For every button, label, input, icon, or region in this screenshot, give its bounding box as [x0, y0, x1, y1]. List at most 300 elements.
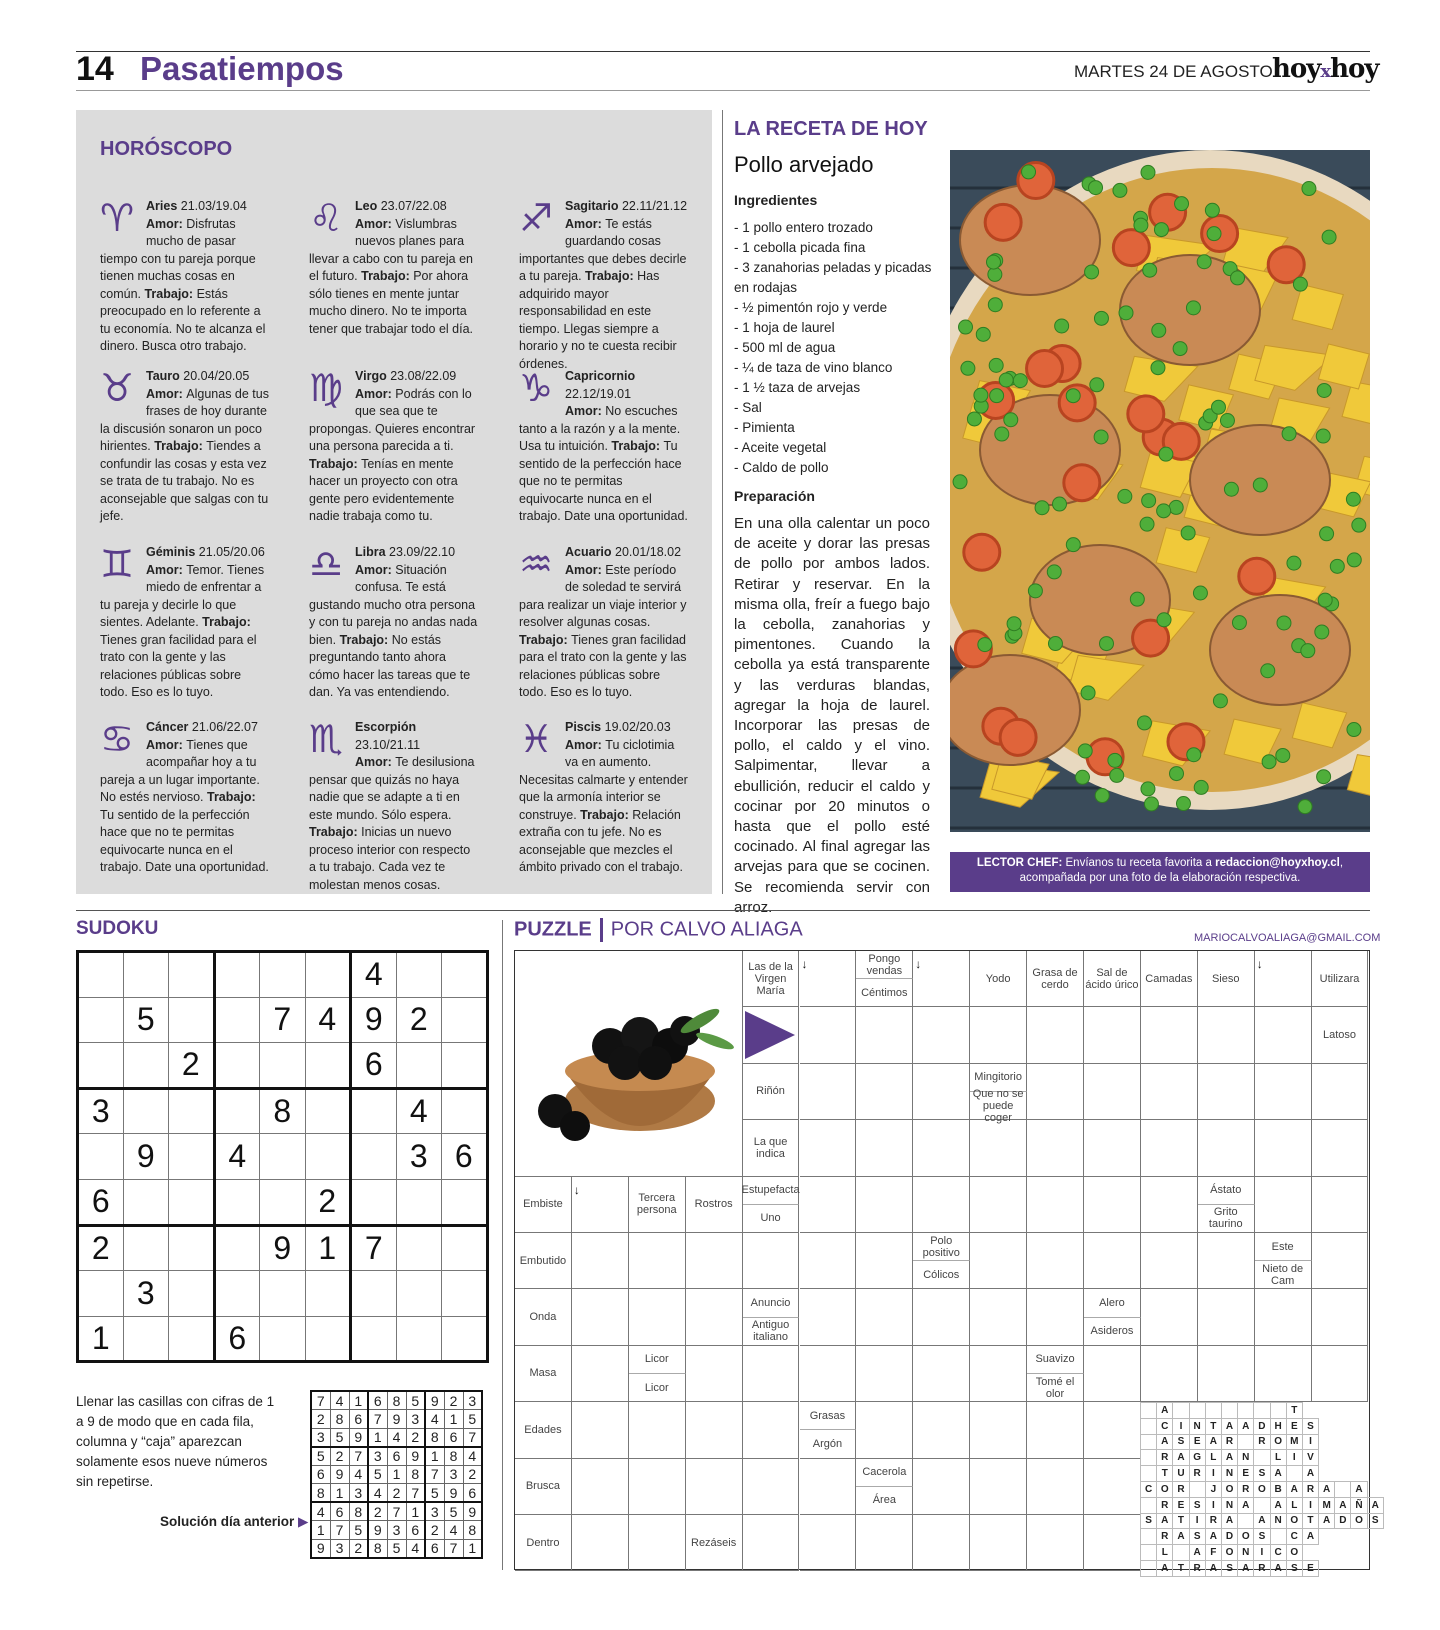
- crossword-cell[interactable]: [686, 1402, 743, 1458]
- sudoku-cell: 7: [260, 997, 306, 1043]
- crossword-cell[interactable]: [800, 1459, 857, 1515]
- crossword-cell[interactable]: [856, 1289, 913, 1345]
- crossword-cell[interactable]: [1084, 1064, 1141, 1120]
- sudoku-cell[interactable]: [442, 1271, 488, 1317]
- crossword-cell[interactable]: [970, 1402, 1027, 1458]
- crossword-cell[interactable]: [800, 1177, 857, 1233]
- answer-cell: A: [1173, 1529, 1189, 1545]
- answer-row: [1141, 1450, 1384, 1466]
- sudoku-cell[interactable]: [169, 1134, 215, 1180]
- crossword-cell[interactable]: [970, 1233, 1027, 1289]
- work-text: Estás preocupado en lo referente a tu economía. No te alcanza el dinero. Busca otro trabajo.: [100, 286, 266, 353]
- crossword-cell[interactable]: [970, 1515, 1027, 1571]
- solution-cell: 8: [463, 1521, 482, 1540]
- sign-tauro: [100, 368, 270, 526]
- answer-cell: N: [1238, 1545, 1254, 1561]
- crossword-cell[interactable]: [1084, 1177, 1141, 1233]
- crossword-cell[interactable]: [1312, 1289, 1369, 1345]
- solution-cell: 2: [444, 1391, 463, 1410]
- answer-cell: [1141, 1450, 1157, 1466]
- crossword-cell[interactable]: [1084, 1346, 1141, 1402]
- crossword-cell[interactable]: [1027, 1120, 1084, 1176]
- sudoku-cell[interactable]: [305, 1088, 351, 1134]
- crossword-cell[interactable]: [1084, 1402, 1141, 1458]
- crossword-cell[interactable]: [1198, 1064, 1255, 1120]
- crossword-clue: Edades: [515, 1402, 572, 1458]
- crossword-cell[interactable]: [743, 1515, 800, 1571]
- answer-cell: A: [1367, 1497, 1383, 1513]
- answer-cell: O: [1157, 1481, 1173, 1497]
- crossword-cell[interactable]: [913, 951, 970, 1007]
- crossword-clue: Uno: [743, 1205, 800, 1233]
- sudoku-cell[interactable]: [123, 1316, 169, 1362]
- sudoku-cell[interactable]: [305, 1271, 351, 1317]
- solution-cell: 8: [368, 1539, 387, 1558]
- sudoku-cell[interactable]: [351, 1088, 397, 1134]
- crossword-cell[interactable]: [913, 1346, 970, 1402]
- sudoku-cell[interactable]: [442, 1179, 488, 1225]
- sudoku-cell[interactable]: [169, 1225, 215, 1271]
- answer-cell: [1335, 1403, 1351, 1419]
- crossword-cell[interactable]: [1198, 1346, 1255, 1402]
- crossword-cell[interactable]: [1255, 1177, 1312, 1233]
- crossword-cell[interactable]: [1255, 1289, 1312, 1345]
- crossword-cell[interactable]: [1255, 1007, 1312, 1063]
- answer-cell: A: [1270, 1497, 1286, 1513]
- answer-cell: [1173, 1403, 1189, 1419]
- solution-cell: 2: [425, 1521, 444, 1540]
- sign-dates: 20.04/20.05: [179, 369, 250, 383]
- crossword-cell[interactable]: [970, 1289, 1027, 1345]
- crossword-cell[interactable]: [913, 1064, 970, 1120]
- ingredient-item: - Sal: [734, 400, 762, 415]
- crossword-cell[interactable]: [1027, 1233, 1084, 1289]
- answer-cell: N: [1221, 1466, 1237, 1482]
- crossword-cell[interactable]: [913, 1515, 970, 1571]
- answer-cell: [1205, 1403, 1221, 1419]
- crossword-cell[interactable]: [970, 1007, 1027, 1063]
- crossword-cell[interactable]: [1312, 1233, 1369, 1289]
- crossword-cell[interactable]: [572, 1177, 629, 1233]
- crossword-clue: Asideros: [1084, 1318, 1141, 1346]
- section-title: Pasatiempos: [140, 50, 344, 87]
- solution-cell: 8: [444, 1447, 463, 1466]
- sudoku-cell[interactable]: [169, 952, 215, 998]
- crossword-cell[interactable]: [1198, 1007, 1255, 1063]
- crossword-cell[interactable]: [970, 1459, 1027, 1515]
- sudoku-cell[interactable]: [123, 952, 169, 998]
- crossword-cell[interactable]: [856, 1064, 913, 1120]
- sudoku-cell[interactable]: [169, 997, 215, 1043]
- crossword-cell[interactable]: [800, 1515, 857, 1571]
- sudoku-cell[interactable]: [78, 997, 124, 1043]
- recipe-photo: [950, 150, 1370, 832]
- work-text: Inicias un nuevo proceso interior con respecto a tu trabajo. Cada vez te molestan menos cosas.: [309, 825, 471, 892]
- olive-bowl-illustration: [515, 951, 743, 1177]
- crossword-cell[interactable]: [743, 1346, 800, 1402]
- crossword-cell[interactable]: [1141, 1346, 1198, 1402]
- solution-cell: 3: [463, 1391, 482, 1410]
- answer-cell: R: [1157, 1450, 1173, 1466]
- sudoku-cell[interactable]: [169, 1088, 215, 1134]
- sudoku-cell[interactable]: [396, 952, 442, 998]
- sudoku-cell[interactable]: [351, 1316, 397, 1362]
- crossword-cell[interactable]: [970, 1346, 1027, 1402]
- work-text: Tienes gran facilidad para el trato con la gente y las relaciones públicas sobre todo. Eso es lo tuyo.: [519, 632, 687, 699]
- sign-name: Escorpión: [355, 720, 417, 734]
- zodiac-escorpión-icon: ♏: [309, 717, 344, 761]
- work-text: Tenías en mente hacer un proyecto con otra gente pero evidentemente nadie trabaja como tu.: [309, 456, 458, 523]
- sign-libra: [309, 544, 479, 702]
- solution-cell: 2: [349, 1539, 368, 1558]
- answer-cell: O: [1221, 1545, 1237, 1561]
- answer-cell: I: [1205, 1466, 1221, 1482]
- answer-cell: [1319, 1529, 1335, 1545]
- answer-cell: S: [1189, 1497, 1205, 1513]
- sudoku-cell[interactable]: [78, 1271, 124, 1317]
- crossword-cell[interactable]: [1255, 1346, 1312, 1402]
- solution-cell: 2: [463, 1465, 482, 1484]
- crossword-cell[interactable]: [1141, 1177, 1198, 1233]
- crossword-cell[interactable]: [572, 1346, 629, 1402]
- love-label: Amor:: [146, 386, 187, 401]
- sudoku-cell[interactable]: [78, 1134, 124, 1180]
- solution-cell: 6: [463, 1484, 482, 1503]
- sign-name: Sagitario: [565, 199, 619, 213]
- sudoku-cell[interactable]: [214, 1088, 260, 1134]
- sudoku-cell[interactable]: [442, 997, 488, 1043]
- arrow-right-icon: ▶: [298, 1514, 309, 1529]
- crossword-cell[interactable]: [913, 1120, 970, 1176]
- sudoku-cell[interactable]: [442, 1225, 488, 1271]
- answer-cell: [1335, 1545, 1351, 1561]
- sudoku-row: [78, 1271, 488, 1317]
- solution-row: [311, 1539, 482, 1558]
- sudoku-cell[interactable]: [214, 952, 260, 998]
- sudoku-grid: [76, 950, 489, 1363]
- crossword-clue: Onda: [515, 1289, 572, 1345]
- crossword-clue: Argón: [800, 1430, 857, 1458]
- sudoku-cell[interactable]: [78, 952, 124, 998]
- sudoku-cell: 6: [442, 1134, 488, 1180]
- crossword-cell[interactable]: [686, 1233, 743, 1289]
- crossword-cell[interactable]: [800, 1120, 857, 1176]
- sudoku-cell[interactable]: [123, 1225, 169, 1271]
- crossword-cell[interactable]: [1084, 1007, 1141, 1063]
- crossword-cell[interactable]: [1198, 1120, 1255, 1176]
- sudoku-cell[interactable]: [396, 1179, 442, 1225]
- answer-cell: E: [1286, 1418, 1302, 1434]
- answer-cell: S: [1189, 1529, 1205, 1545]
- ingredient-item: - 1 hoja de laurel: [734, 320, 835, 335]
- sudoku-cell[interactable]: [260, 1043, 306, 1089]
- crossword-cell[interactable]: [913, 1177, 970, 1233]
- solution-cell: 6: [349, 1410, 368, 1429]
- crossword-cell[interactable]: [800, 1233, 857, 1289]
- answer-cell: [1351, 1434, 1367, 1450]
- love-text: Vislumbras nuevos planes para llevar a cabo con tu pareja en el futuro.: [309, 216, 473, 283]
- answer-cell: [1319, 1545, 1335, 1561]
- crossword-cell[interactable]: [1027, 1289, 1084, 1345]
- answer-row: [1141, 1497, 1384, 1513]
- answer-cell: [1173, 1545, 1189, 1561]
- solution-cell: 2: [406, 1428, 425, 1447]
- sudoku-cell[interactable]: [169, 1316, 215, 1362]
- sudoku-cell[interactable]: [351, 1271, 397, 1317]
- crossword-cell[interactable]: [629, 1289, 686, 1345]
- sudoku-cell[interactable]: [123, 1088, 169, 1134]
- crossword-cell[interactable]: [913, 1289, 970, 1345]
- sudoku-row: [78, 997, 488, 1043]
- sudoku-cell: 2: [169, 1043, 215, 1089]
- answer-cell: [1319, 1403, 1335, 1419]
- crossword-cell[interactable]: [1027, 1177, 1084, 1233]
- answer-cell: S: [1221, 1560, 1237, 1576]
- crossword-cell[interactable]: [856, 1515, 913, 1571]
- crossword-clue: Céntimos: [856, 979, 913, 1007]
- crossword-cell[interactable]: [1027, 1007, 1084, 1063]
- crossword-cell[interactable]: [572, 1289, 629, 1345]
- sudoku-row: [78, 1043, 488, 1089]
- solution-cell: 7: [330, 1521, 349, 1540]
- sudoku-cell[interactable]: [260, 952, 306, 998]
- crossword-cell[interactable]: [686, 1459, 743, 1515]
- crossword-cell[interactable]: [1312, 1346, 1369, 1402]
- sudoku-cell[interactable]: [260, 1179, 306, 1225]
- arrow-down-icon: ↓: [801, 957, 808, 971]
- previous-answers: [1140, 1402, 1384, 1577]
- crossword-cell[interactable]: [629, 1402, 686, 1458]
- crossword-cell[interactable]: [686, 1346, 743, 1402]
- sudoku-cell[interactable]: [351, 1179, 397, 1225]
- crossword-cell[interactable]: [913, 1459, 970, 1515]
- answer-cell: A: [1205, 1434, 1221, 1450]
- ingredient-item: - Caldo de pollo: [734, 460, 829, 475]
- crossword-cell[interactable]: [1084, 1233, 1141, 1289]
- sudoku-cell[interactable]: [396, 1225, 442, 1271]
- crossword-cell[interactable]: [1084, 1459, 1141, 1515]
- crossword-cell[interactable]: [1141, 1064, 1198, 1120]
- crossword-clue: Nieto de Cam: [1255, 1261, 1312, 1289]
- crossword-cell[interactable]: [800, 1064, 857, 1120]
- sudoku-cell[interactable]: [214, 1179, 260, 1225]
- answer-cell: M: [1286, 1434, 1302, 1450]
- sudoku-cell: 2: [305, 1179, 351, 1225]
- answer-cell: U: [1173, 1466, 1189, 1482]
- crossword-clue: Este: [1255, 1233, 1312, 1261]
- sudoku-cell[interactable]: [305, 952, 351, 998]
- sudoku-cell[interactable]: [351, 1134, 397, 1180]
- crossword-cell[interactable]: [913, 1402, 970, 1458]
- crossword-cell[interactable]: [1312, 1064, 1369, 1120]
- answer-cell: R: [1254, 1434, 1270, 1450]
- answer-cell: V: [1302, 1450, 1318, 1466]
- crossword-cell[interactable]: [913, 1007, 970, 1063]
- crossword-cell[interactable]: [800, 1289, 857, 1345]
- sudoku-cell[interactable]: [305, 1043, 351, 1089]
- sudoku-cell[interactable]: [305, 1316, 351, 1362]
- crossword-cell[interactable]: [572, 1402, 629, 1458]
- crossword-cell[interactable]: [1084, 1120, 1141, 1176]
- work-text: Relación extraña con tu jefe. No es aconsejable que mezcles el ámbito privado con el trabajo.: [519, 807, 683, 874]
- crossword-cell[interactable]: [1141, 1120, 1198, 1176]
- crossword-cell[interactable]: [800, 951, 857, 1007]
- sudoku-cell[interactable]: [214, 1225, 260, 1271]
- zodiac-tauro-icon: ♉: [100, 366, 135, 410]
- crossword-clue: Brusca: [515, 1459, 572, 1515]
- sudoku-cell[interactable]: [214, 997, 260, 1043]
- crossword-cell[interactable]: [800, 1007, 857, 1063]
- ingredient-item: - 500 ml de agua: [734, 340, 836, 355]
- answer-cell: R: [1254, 1560, 1270, 1576]
- sudoku-cell[interactable]: [123, 1179, 169, 1225]
- answer-cell: [1367, 1418, 1383, 1434]
- sudoku-cell[interactable]: [396, 1316, 442, 1362]
- sudoku-cell[interactable]: [260, 1134, 306, 1180]
- answer-cell: A: [1221, 1418, 1237, 1434]
- crossword-cell[interactable]: [1027, 1515, 1084, 1571]
- sudoku-cell[interactable]: [305, 1134, 351, 1180]
- crossword-clue: Que no se puede coger: [970, 1092, 1027, 1120]
- crossword-cell[interactable]: [1312, 1177, 1369, 1233]
- crossword-cell[interactable]: [686, 1289, 743, 1345]
- solution-cell: 5: [444, 1502, 463, 1521]
- crossword-cell[interactable]: [856, 1007, 913, 1063]
- sudoku-cell[interactable]: [396, 1271, 442, 1317]
- solution-cell: 8: [311, 1484, 330, 1503]
- sudoku-cell[interactable]: [260, 1271, 306, 1317]
- puzzle-email: MARIOCALVOALIAGA@GMAIL.COM: [1194, 932, 1381, 944]
- sudoku-cell[interactable]: [442, 1043, 488, 1089]
- answer-cell: N: [1238, 1450, 1254, 1466]
- crossword-cell[interactable]: [572, 1515, 629, 1571]
- answer-cell: [1367, 1481, 1383, 1497]
- sudoku-cell: 6: [78, 1179, 124, 1225]
- ingredients-list: [734, 218, 934, 478]
- sudoku-cell[interactable]: [442, 1316, 488, 1362]
- sudoku-cell[interactable]: [169, 1271, 215, 1317]
- sign-name: Acuario: [565, 545, 612, 559]
- crossword-cell[interactable]: [743, 1233, 800, 1289]
- crossword-cell[interactable]: [1141, 1233, 1198, 1289]
- solution-cell: 3: [406, 1410, 425, 1429]
- crossword-cell[interactable]: [1198, 1289, 1255, 1345]
- crossword-cell[interactable]: [1084, 1515, 1141, 1571]
- sign-capricornio: [519, 368, 689, 526]
- answer-cell: S: [1286, 1560, 1302, 1576]
- crossword-cell[interactable]: [1255, 1064, 1312, 1120]
- sudoku-cell[interactable]: [442, 952, 488, 998]
- answer-cell: [1141, 1418, 1157, 1434]
- love-text: Te estás guardando cosas importantes que debes decirle a tu pareja.: [519, 216, 687, 283]
- answer-cell: R: [1221, 1434, 1237, 1450]
- crossword-cell[interactable]: [629, 1459, 686, 1515]
- work-text: Tiendes a confundir las cosas y esta vez se trata de tu trabajo. No es aconsejable que salgas con tu jefe.: [100, 439, 269, 523]
- crossword-cell[interactable]: [572, 1459, 629, 1515]
- crossword-cell[interactable]: [1027, 1064, 1084, 1120]
- crossword-cell[interactable]: [970, 1177, 1027, 1233]
- sudoku-cell[interactable]: [396, 1043, 442, 1089]
- sudoku-cell: 4: [214, 1134, 260, 1180]
- crossword-clue: Las de la Virgen María: [743, 951, 800, 1007]
- sign-name: Tauro: [146, 369, 180, 383]
- sudoku-cell[interactable]: [260, 1316, 306, 1362]
- crossword-cell[interactable]: [743, 1402, 800, 1458]
- crossword-cell[interactable]: [572, 1233, 629, 1289]
- crossword-cell[interactable]: [1312, 1120, 1369, 1176]
- solution-cell: 6: [311, 1465, 330, 1484]
- sudoku-cell[interactable]: [442, 1088, 488, 1134]
- work-text: Tienes gran facilidad para el trato con la gente y las relaciones públicas sobre todo. Eso es lo tuyo.: [100, 632, 257, 699]
- crossword-cell[interactable]: [800, 1346, 857, 1402]
- solution-cell: 5: [349, 1521, 368, 1540]
- ingredients-heading: Ingredientes: [734, 192, 818, 208]
- caption-email[interactable]: redaccion@hoyxhoy.cl: [1215, 857, 1340, 869]
- solution-cell: 4: [425, 1410, 444, 1429]
- solution-cell: 2: [387, 1484, 406, 1503]
- answer-cell: [1335, 1466, 1351, 1482]
- crossword-clue: Licor: [629, 1374, 686, 1402]
- answer-cell: N: [1189, 1418, 1205, 1434]
- solution-cell: 3: [387, 1521, 406, 1540]
- answer-row: [1141, 1529, 1384, 1545]
- sign-dates: 22.11/21.12: [618, 199, 688, 213]
- sudoku-cell[interactable]: [169, 1179, 215, 1225]
- sudoku-cell[interactable]: [214, 1271, 260, 1317]
- crossword-clue: Grasa de cerdo: [1027, 951, 1084, 1007]
- answer-cell: O: [1221, 1481, 1237, 1497]
- crossword-cell[interactable]: [856, 1402, 913, 1458]
- crossword-cell[interactable]: [743, 1459, 800, 1515]
- answer-cell: [1351, 1403, 1367, 1419]
- answer-cell: A: [1351, 1481, 1367, 1497]
- sudoku-cell: 9: [123, 1134, 169, 1180]
- zodiac-piscis-icon: ♓: [519, 717, 554, 761]
- preparation-heading: Preparación: [734, 488, 815, 504]
- crossword-clue: Riñón: [743, 1064, 800, 1120]
- answer-cell: Ñ: [1351, 1497, 1367, 1513]
- love-text: Te desilusiona pensar que quizás no haya nadie que se adapte a ti en este mundo. Sólo espera.: [309, 755, 475, 822]
- zodiac-virgo-icon: ♍: [309, 366, 344, 410]
- answer-cell: [1141, 1529, 1157, 1545]
- crossword-cell[interactable]: [970, 1120, 1027, 1176]
- crossword-cell[interactable]: [856, 1177, 913, 1233]
- sign-dates: 20.01/18.02: [611, 545, 682, 559]
- crossword-cell[interactable]: [1141, 1007, 1198, 1063]
- sign-dates: 21.03/19.04: [177, 199, 247, 213]
- solution-cell: 1: [330, 1484, 349, 1503]
- sudoku-row: [78, 1225, 488, 1271]
- crossword-cell[interactable]: [1141, 1289, 1198, 1345]
- crossword-cell[interactable]: [856, 1233, 913, 1289]
- crossword-cell[interactable]: [1198, 1233, 1255, 1289]
- crossword-cell[interactable]: [1255, 1120, 1312, 1176]
- sudoku-cell[interactable]: [214, 1043, 260, 1089]
- sudoku-cell[interactable]: [78, 1043, 124, 1089]
- solution-cell: 7: [311, 1391, 330, 1410]
- sudoku-cell[interactable]: [123, 1043, 169, 1089]
- crossword-cell[interactable]: [856, 1346, 913, 1402]
- crossword-cell[interactable]: [629, 1233, 686, 1289]
- crossword-cell[interactable]: [1027, 1459, 1084, 1515]
- crossword-cell[interactable]: [1027, 1402, 1084, 1458]
- answer-cell: C: [1157, 1418, 1173, 1434]
- crossword-cell[interactable]: [629, 1515, 686, 1571]
- arrow-down-icon: ↓: [573, 1182, 580, 1197]
- answer-cell: A: [1157, 1403, 1173, 1419]
- crossword-cell[interactable]: [1255, 951, 1312, 1007]
- crossword-cell[interactable]: [856, 1120, 913, 1176]
